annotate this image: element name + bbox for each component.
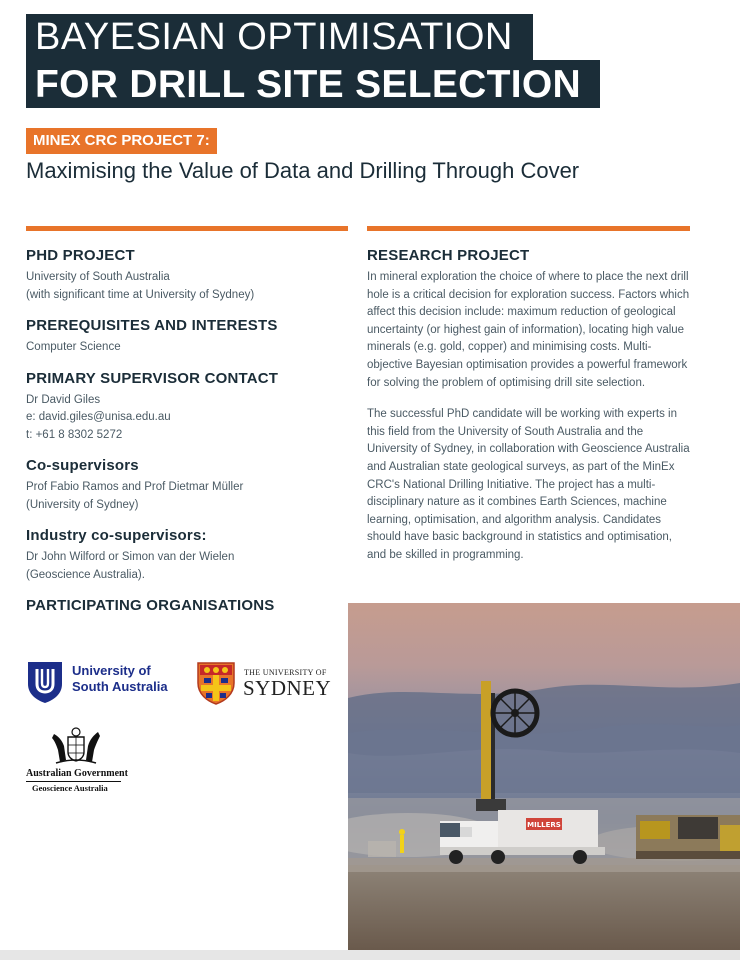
gov-line2: Geoscience Australia <box>32 783 108 793</box>
phd-heading: PHD PROJECT <box>26 247 135 264</box>
right-column <box>367 247 690 565</box>
prereq-section <box>26 317 346 357</box>
supervisor-name: Dr David Giles <box>26 393 101 406</box>
supervisor-phone: t: +61 8 8302 5272 <box>26 428 123 441</box>
industry-line: Dr John Wilford or Simon van der Wielen <box>26 551 235 563</box>
phd-section <box>26 247 346 304</box>
unisa-line1: University of <box>72 663 151 678</box>
supervisor-heading: PRIMARY SUPERVISOR CONTACT <box>26 369 279 387</box>
orgs-section <box>26 597 346 615</box>
title-line-1: BAYESIAN OPTIMISATION <box>26 14 533 60</box>
prereq-line: Computer Science <box>26 341 121 353</box>
research-paragraph-2: The successful PhD candidate will be working with experts in this field from the University of South Australia and the University of Sydney, in collaboration with Geoscience Australia and Australian state geological surveys, as part of the MinEx CRC's National Drilling Initiative. The project has a multi-disciplinary nature as it combines Earth Sciences, machine learning, optimisation, and algorithm analysis. Candidates should have basic background in statistics and optimisation, and be skilled in programming. <box>367 408 690 561</box>
industry-section <box>26 527 346 584</box>
divider-right <box>367 226 690 231</box>
research-paragraph-1: In mineral exploration the choice of where to place the next drill hole is a critical decision for exploration success. Factors which affect this decision include: maximum reduction of geological uncertainty (or highest gain of information), locating high value minerals (e.g. gold, copper) and minimising costs. Multi-objective Bayesian optimisation provides a powerful framework for solving the problem of optimising drill site selection. <box>367 271 690 389</box>
divider-left <box>26 226 348 231</box>
truck-label: MILLERS <box>527 821 561 829</box>
title-line-2: FOR DRILL SITE SELECTION <box>26 60 600 108</box>
prereq-heading: PREREQUISITES AND INTERESTS <box>26 317 278 334</box>
page-bottom-strip <box>0 950 740 960</box>
drill-rig-photo <box>348 603 740 950</box>
unisa-line2: South Australia <box>72 679 168 694</box>
coat-of-arms-icon <box>46 726 106 766</box>
sydney-shield-icon <box>196 661 236 705</box>
unisa-wordmark <box>72 663 168 695</box>
unisa-logo <box>26 660 176 706</box>
left-column <box>26 247 346 628</box>
unisa-crest-icon <box>26 660 64 704</box>
industry-heading: Industry co-supervisors: <box>26 527 207 544</box>
industry-line: (Geoscience Australia). <box>26 568 145 581</box>
project-tag: MINEX CRC PROJECT 7: <box>26 128 217 154</box>
drill-rig-illustration <box>348 603 740 950</box>
orgs-heading: PARTICIPATING ORGANISATIONS <box>26 597 275 614</box>
sydney-small-text: THE UNIVERSITY OF <box>244 668 327 677</box>
gov-line1: Australian Government <box>26 768 128 779</box>
cosupervisors-section <box>26 457 346 514</box>
cosupervisors-line: Prof Fabio Ramos and Prof Dietmar Müller <box>26 481 244 493</box>
phd-line: University of South Australia <box>26 271 170 283</box>
research-heading: RESEARCH PROJECT <box>367 247 530 264</box>
subtitle: Maximising the Value of Data and Drilling Through Cover <box>26 158 580 183</box>
supervisor-email: e: david.giles@unisa.edu.au <box>26 411 171 423</box>
phd-line: (with significant time at University of Sydney) <box>26 288 255 301</box>
geoscience-australia-logo <box>26 726 126 796</box>
sydney-big-text: SYDNEY <box>243 676 332 700</box>
cosupervisors-line: (University of Sydney) <box>26 498 139 511</box>
cosupervisors-heading: Co-supervisors <box>26 457 139 474</box>
gov-divider <box>26 781 121 782</box>
sydney-logo <box>196 661 332 705</box>
supervisor-section <box>26 370 346 445</box>
